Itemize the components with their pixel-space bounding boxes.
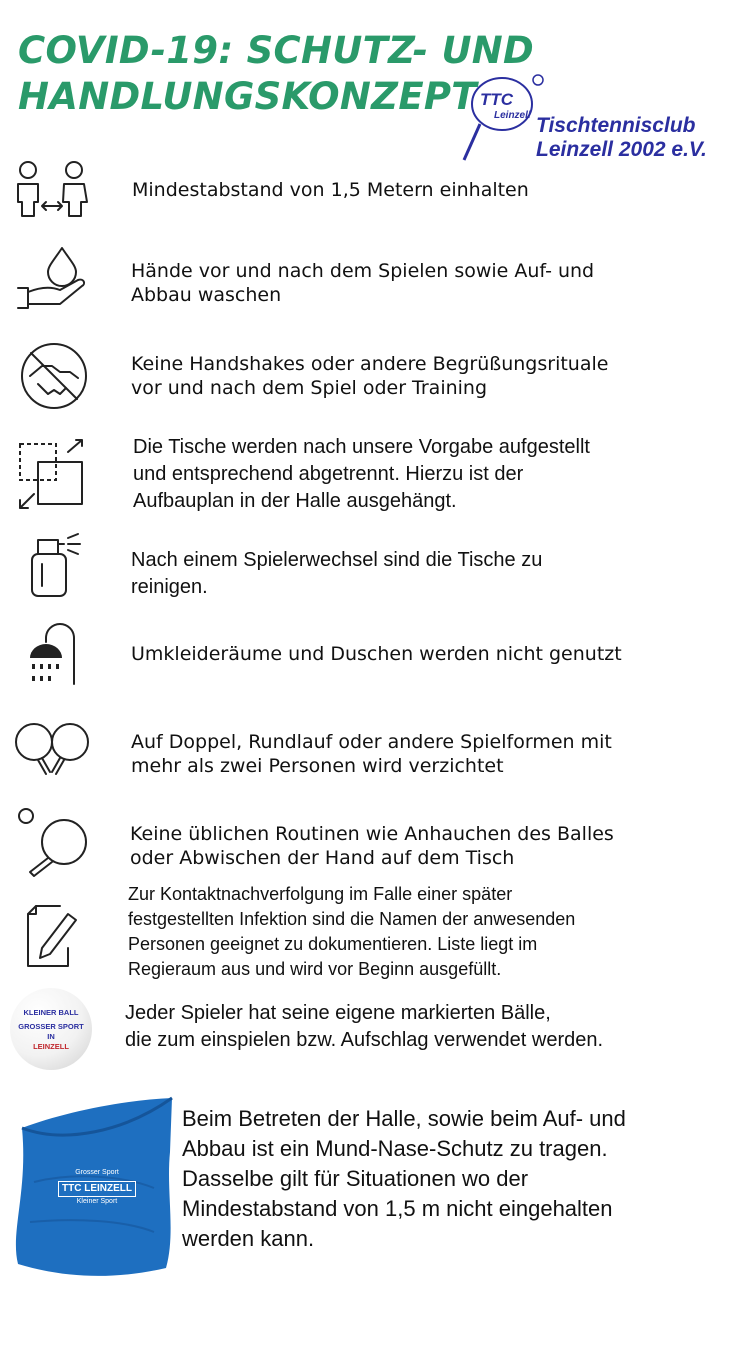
table-layout-icon	[14, 438, 90, 510]
logo-badge: TTC	[480, 90, 514, 109]
logo-club-name	[536, 114, 707, 162]
gaiter-print-line-2: TTC LEINZELL	[58, 1181, 136, 1197]
logo-club-line-1: Tischtennisclub	[536, 114, 696, 137]
hand-wash-icon	[14, 244, 90, 312]
title-line-1: COVID-19: SCHUTZ- UND	[18, 29, 535, 72]
logo-club-line-2: Leinzell 2002 e.V.	[536, 138, 707, 161]
ball-print-line-2: GROSSER SPORT	[18, 1022, 84, 1031]
rule-text-handshake: Keine Handshakes oder andere Begrüßungsrituale vor und nach dem Spiel oder Training	[131, 353, 609, 399]
document-pencil-icon	[22, 902, 86, 970]
gaiter-print-line-1: Grosser Sport	[75, 1169, 119, 1176]
distance-people-icon	[14, 158, 90, 220]
rule-text-doubles: Auf Doppel, Rundlauf oder andere Spielformen mit mehr als zwei Personen wird verzichtet	[131, 731, 612, 777]
rule-text-hand-wash: Hände vor und nach dem Spielen sowie Auf- und Abbau waschen	[131, 260, 595, 306]
rule-text-tracing: Zur Kontaktnachverfolgung im Falle einer später festgestellten Infektion sind die Namen der anwesenden Personen geeignet zu dokumentieren. Liste liegt im Regieraum aus und wird vor Beginn ausgefüllt.	[128, 884, 576, 979]
ball-print-line-3: IN	[47, 1032, 55, 1041]
club-logo	[458, 70, 720, 170]
gaiter-print	[42, 1168, 152, 1207]
paddle-ball-icon	[16, 806, 92, 878]
no-handshake-icon	[18, 340, 90, 412]
ball-icon	[10, 988, 92, 1070]
logo-badge-sub: Leinzell	[494, 110, 531, 121]
ball-print-line-4: LEINZELL	[33, 1042, 69, 1051]
two-paddles-icon	[12, 720, 92, 780]
gaiter-print-line-3: Kleiner Sport	[76, 1198, 118, 1205]
shower-icon	[22, 620, 82, 688]
spray-bottle-icon	[22, 532, 86, 602]
rule-text-shower: Umkleideräume und Duschen werden nicht genutzt	[131, 643, 622, 665]
rule-text-tables: Die Tische werden nach unsere Vorgabe aufgestellt und entsprechend abgetrennt. Hierzu ist der Aufbauplan in der Halle ausgehängt.	[133, 436, 590, 512]
title-line-2: HANDLUNGSKONZEPT	[18, 75, 477, 118]
ball-print-line-1: KLEINER BALL	[23, 1008, 79, 1017]
rule-text-balls: Jeder Spieler hat seine eigene markierten Bälle, die zum einspielen bzw. Aufschlag verwendet werden.	[125, 1002, 604, 1051]
rule-text-mask: Beim Betreten der Halle, sowie beim Auf- und Abbau ist ein Mund-Nase-Schutz zu tragen. Dasselbe gilt für Situationen wo der Mindestabstand von 1,5 m nicht eingehalten werden kann.	[182, 1106, 626, 1251]
rule-text-distance: Mindestabstand von 1,5 Metern einhalten	[132, 179, 529, 201]
page-title	[18, 28, 534, 120]
rule-text-clean: Nach einem Spielerwechsel sind die Tische zu reinigen.	[131, 549, 543, 598]
rule-text-routines: Keine üblichen Routinen wie Anhauchen des Balles oder Abwischen der Hand auf dem Tisch	[130, 823, 614, 869]
